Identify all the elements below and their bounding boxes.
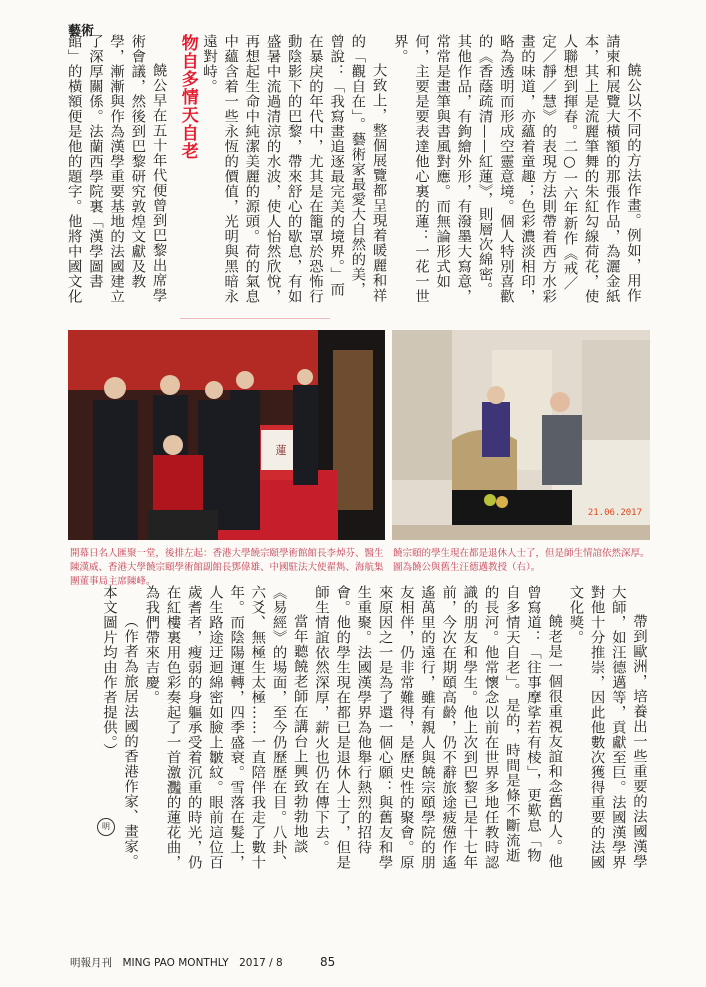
paragraph: 帶到歐洲，培養出一些重要的法國漢學大師，如汪德邁等，貢獻至巨。法國漢學界對他十分推崇，因此他數次獲得重要的法國文化獎。	[567, 585, 647, 870]
divider	[180, 318, 330, 319]
page-number: 85	[320, 955, 336, 969]
photo-caption-right: 饒宗頤的學生現在都是退休人士了，但是師生情誼依然深厚。圖為饒公與舊生汪德邁教授（右）。	[393, 548, 650, 573]
paragraph: 饒老是一個很重視友誼和念舊的人。他曾寫道：「往事摩挲若有棱」，更歎息「物自多情天自老」。是的，時間是條不斷流逝的長河。他常懷念以前在世界多地任教時認識的朋友和學生。他上次到巴黎已是十七年前，今次在期頤高齡，仍不辭旅途疲憊作遙遙萬里的遠行，雖有親人與饒宗頤學院的朋友相伴，仍非常難得，是歷史性的聚會。原來原因之一是為了還一個心願：與舊友和學生重聚。法國漢學界為他舉行熱烈的招待會。他的學生現在都已是退休人士了，但是師生情誼依然深厚，薪火也仍在傳下去。	[312, 585, 563, 870]
article-top-text	[65, 34, 643, 304]
paragraph: 饒公早在五十年代便曾到巴黎出席學術會議，然後到巴黎研究敦煌文獻及教學，漸漸與作為漢學重要基地的法國建立了深厚關係。法蘭西學院裏「漢學圖書館」的橫額便是他的題字。他將中國文化	[65, 34, 167, 304]
photo-caption-left: 開幕日名人匯聚一堂，後排左起：香港大學饒宗頤學術館館長李焯芬、醫生陳漢威、香港大學饒宗頤學術館副館長鄧偉雄、中國駐法大使翟雋、海航集團董事局主席陳峰。	[70, 548, 384, 587]
section-label: 藝術	[68, 24, 95, 39]
author-note: （作者為旅居法國的香港作家、畫家。本文圖片均由作者提供。）	[100, 585, 139, 869]
opening-ceremony-photo	[68, 330, 385, 540]
subheading: 物自多情天自老	[177, 34, 198, 160]
article-bottom-text	[95, 585, 649, 875]
banner-text: 蓮	[275, 444, 287, 457]
paragraph: 大致上，整個展覽都呈現着暖麗和祥的「觀自在」。藝術家最愛大自然的美，曾說：「我寫畫追逐最完美的境界。」而在暴戾的年代中，尤其是在籠罩於恐怖行動陰影下的巴黎，帶來舒心的歇息，有如盛暑中流過清涼的水波，使人怡然欣悅，再想起生命中純潔美麗的源頭。荷的氣息中蘊含着一些永恆的價值，光明與黑暗永遠對峙。	[200, 34, 387, 304]
photo-timestamp: 21.06.2017	[587, 508, 642, 518]
publisher-logo-icon: 明	[97, 818, 115, 836]
footer-publication: 明報月刊 MING PAO MONTHLY 2017 / 8	[70, 957, 283, 969]
paragraph: 當年聽饒老師在講台上興致勃勃地談《易經》的場面，至今仍歷歷在目。八卦、六爻、無極生太極……一直陪伴我走了數十年。而陰陽運轉，四季盛衰。雪落在髮上，人生路途迂迴綿密如臉上皺紋。眼前這位百歲耆者，瘦弱的身軀承受着沉重的時光，仍在紅樓裏用色彩奏起了一首激灩的蓮花曲，為我們帶來吉慶。	[143, 585, 308, 870]
reunion-photo	[392, 330, 650, 540]
paragraph: 饒公以不同的方法作畫。例如，用作請柬和展覽大橫額的那張作品，為灑金紙本，其上是流麗筆舞的朱紅勾線荷花，使人聯想到揮春。二○一六年新作《戒／定／靜／慧》的表現方法則帶着西方水彩畫的味道，亦蘊着童趣；色彩濃淡相印，略為透明而形成空靈意境。個人特別喜歡的《香蔭疏清——紅蓮》，則層次綿密。其他作品，有鉤繪外形，有潑墨大寫意，常常是畫筆與書風對應。而無論形式如何，主要是要表達他心裏的蓮：一花一世界。	[391, 34, 641, 304]
